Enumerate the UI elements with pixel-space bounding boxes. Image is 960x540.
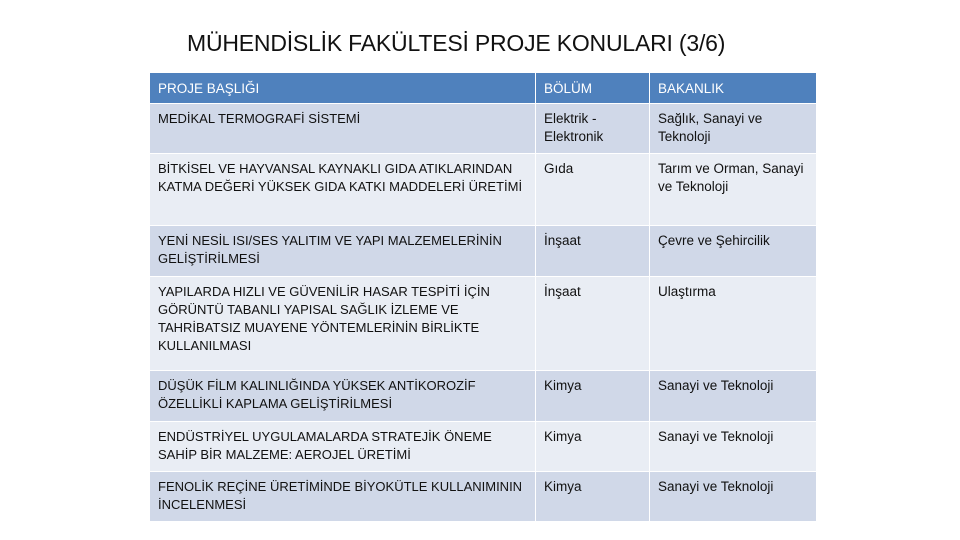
header-department: BÖLÜM	[536, 73, 650, 104]
table-row	[150, 154, 817, 226]
table-header-row	[150, 73, 817, 104]
cell-ministry: Sanayi ve Teknoloji	[650, 371, 817, 422]
cell-project-title: FENOLİK REÇİNE ÜRETİMİNDE BİYOKÜTLE KULLANIMININ İNCELENMESİ	[150, 472, 536, 522]
cell-ministry: Sağlık, Sanayi ve Teknoloji	[650, 104, 817, 154]
cell-department: Kimya	[536, 422, 650, 472]
cell-ministry: Tarım ve Orman, Sanayi ve Teknoloji	[650, 154, 817, 226]
table-row	[150, 226, 817, 277]
cell-project-title: DÜŞÜK FİLM KALINLIĞINDA YÜKSEK ANTİKOROZİF ÖZELLİKLİ KAPLAMA GELİŞTİRİLMESİ	[150, 371, 536, 422]
cell-department: İnşaat	[536, 226, 650, 277]
cell-department: Kimya	[536, 371, 650, 422]
cell-ministry: Sanayi ve Teknoloji	[650, 422, 817, 472]
project-table	[149, 72, 817, 522]
cell-project-title: YAPILARDA HIZLI VE GÜVENİLİR HASAR TESPİTİ İÇİN GÖRÜNTÜ TABANLI YAPISAL SAĞLIK İZLEME VE TAHRİBATSIZ MUAYENE YÖNTEMLERİNİN BİRLİKTE KULLANILMASI	[150, 277, 536, 371]
cell-department: İnşaat	[536, 277, 650, 371]
cell-ministry: Sanayi ve Teknoloji	[650, 472, 817, 522]
cell-project-title: YENİ NESİL ISI/SES YALITIM VE YAPI MALZEMELERİNİN GELİŞTİRİLMESİ	[150, 226, 536, 277]
cell-project-title: BİTKİSEL VE HAYVANSAL KAYNAKLI GIDA ATIKLARINDAN KATMA DEĞERİ YÜKSEK GIDA KATKI MADDELERİ ÜRETİMİ	[150, 154, 536, 226]
cell-project-title: MEDİKAL TERMOGRAFİ SİSTEMİ	[150, 104, 536, 154]
cell-ministry: Çevre ve Şehircilik	[650, 226, 817, 277]
header-project-title: PROJE BAŞLIĞI	[150, 73, 536, 104]
table-row	[150, 104, 817, 154]
table-row	[150, 371, 817, 422]
cell-department: Gıda	[536, 154, 650, 226]
table-row	[150, 422, 817, 472]
table-row	[150, 472, 817, 522]
cell-department: Kimya	[536, 472, 650, 522]
header-ministry: BAKANLIK	[650, 73, 817, 104]
cell-department: Elektrik - Elektronik	[536, 104, 650, 154]
table-row	[150, 277, 817, 371]
cell-ministry: Ulaştırma	[650, 277, 817, 371]
cell-project-title: ENDÜSTRİYEL UYGULAMALARDA STRATEJİK ÖNEME SAHİP BİR MALZEME: AEROJEL ÜRETİMİ	[150, 422, 536, 472]
page-title: MÜHENDİSLİK FAKÜLTESİ PROJE KONULARI (3/6)	[187, 30, 726, 56]
